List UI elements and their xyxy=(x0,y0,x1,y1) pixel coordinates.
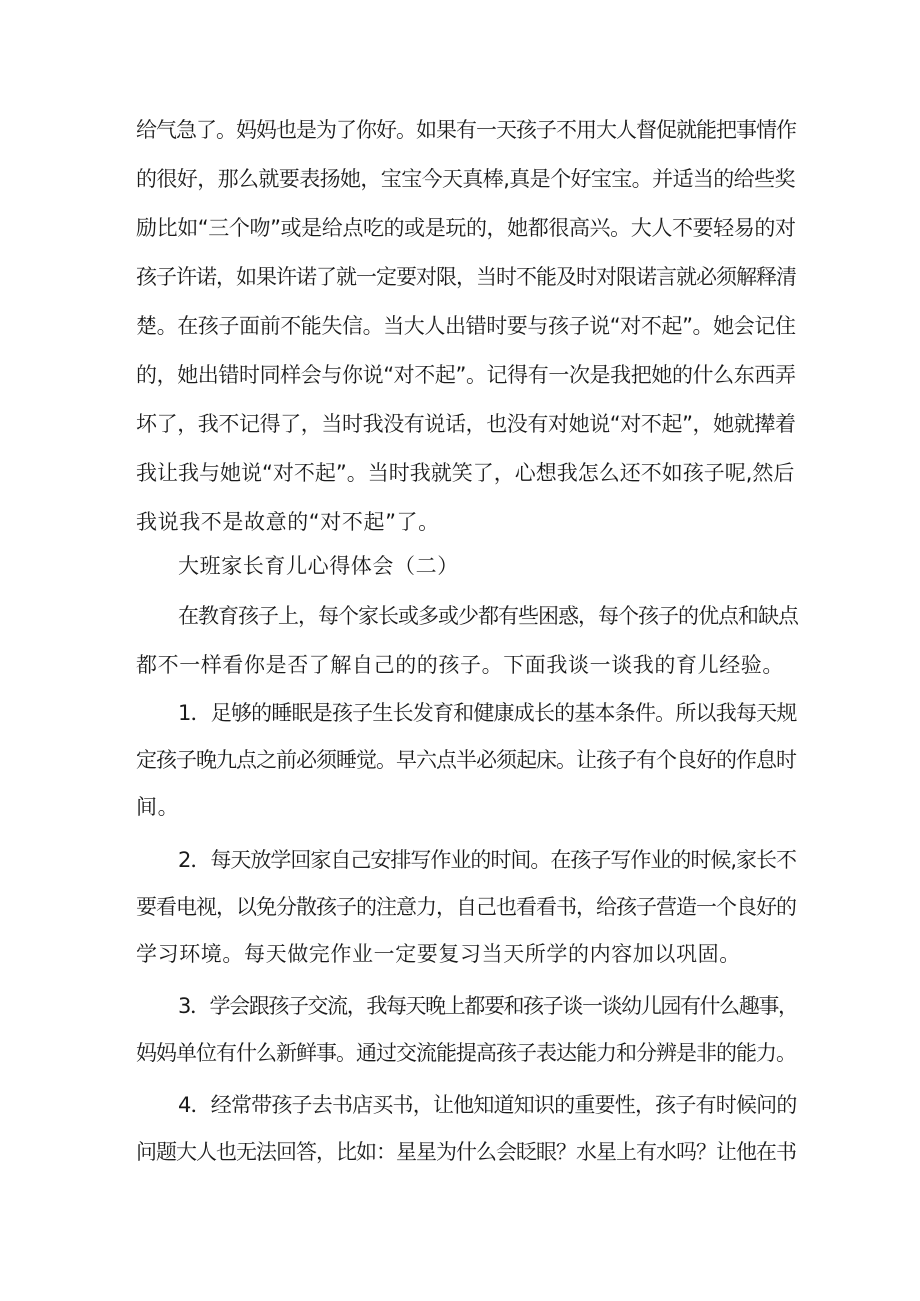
text-line: 1．足够的睡眠是孩子生长发育和健康成长的基本条件。所以我每天规 xyxy=(178,701,797,725)
text-line: 励比如“三个吻”或是给点吃的或是玩的，她都很高兴。大人不要轻易的对 xyxy=(136,216,796,240)
text-line: 的，她出错时同样会与你说“对不起”。记得有一次是我把她的什么东西弄 xyxy=(136,363,796,387)
text-line: 2．每天放学回家自己安排写作业的时间。在孩子写作业的时候,家长不 xyxy=(178,848,797,872)
text-line: 妈妈单位有什么新鲜事。通过交流能提高孩子表达能力和分辨是非的能力。 xyxy=(136,1041,796,1065)
text-line: 我说我不是故意的“对不起”了。 xyxy=(136,510,440,534)
text-line: 定孩子晚九点之前必须睡觉。早六点半必须起床。让孩子有个良好的作息时 xyxy=(136,748,796,772)
text-line: 楚。在孩子面前不能失信。当大人出错时要与孩子说“对不起”。她会记住 xyxy=(136,314,796,338)
text-line: 在教育孩子上，每个家长或多或少都有些困惑，每个孩子的优点和缺点 xyxy=(178,604,798,628)
text-line: 我让我与她说“对不起”。当时我就笑了，心想我怎么还不如孩子呢,然后 xyxy=(136,461,795,485)
text-line: 学习环境。每天做完作业一定要复习当天所学的内容加以巩固。 xyxy=(136,942,741,966)
text-line: 要看电视，以免分散孩子的注意力，自己也看看书，给孩子营造一个良好的 xyxy=(136,895,796,919)
text-line: 间。 xyxy=(136,795,180,819)
section-heading: 大班家长育儿心得体会（二） xyxy=(178,554,459,578)
text-line: 问题大人也无法回答，比如：星星为什么会眨眼？水星上有水吗？让他在书 xyxy=(136,1140,796,1164)
text-line: 4．经常带孩子去书店买书，让他知道知识的重要性，孩子有时候问的 xyxy=(178,1093,797,1117)
text-line: 给气急了。妈妈也是为了你好。如果有一天孩子不用大人督促就能把事情作 xyxy=(136,118,796,142)
text-line: 的很好，那么就要表扬她，宝宝今天真棒,真是个好宝宝。并适当的给些奖 xyxy=(136,167,795,191)
text-line: 3．学会跟孩子交流，我每天晚上都要和孩子谈一谈幼儿园有什么趣事， xyxy=(178,994,798,1018)
text-line: 都不一样看你是否了解自己的的孩子。下面我谈一谈我的育儿经验。 xyxy=(136,653,784,677)
text-line: 孩子许诺，如果许诺了就一定要对限，当时不能及时对限诺言就必须解释清 xyxy=(136,265,796,289)
text-line: 坏了，我不记得了，当时我没有说话，也没有对她说“对不起”，她就撵着 xyxy=(136,412,796,436)
